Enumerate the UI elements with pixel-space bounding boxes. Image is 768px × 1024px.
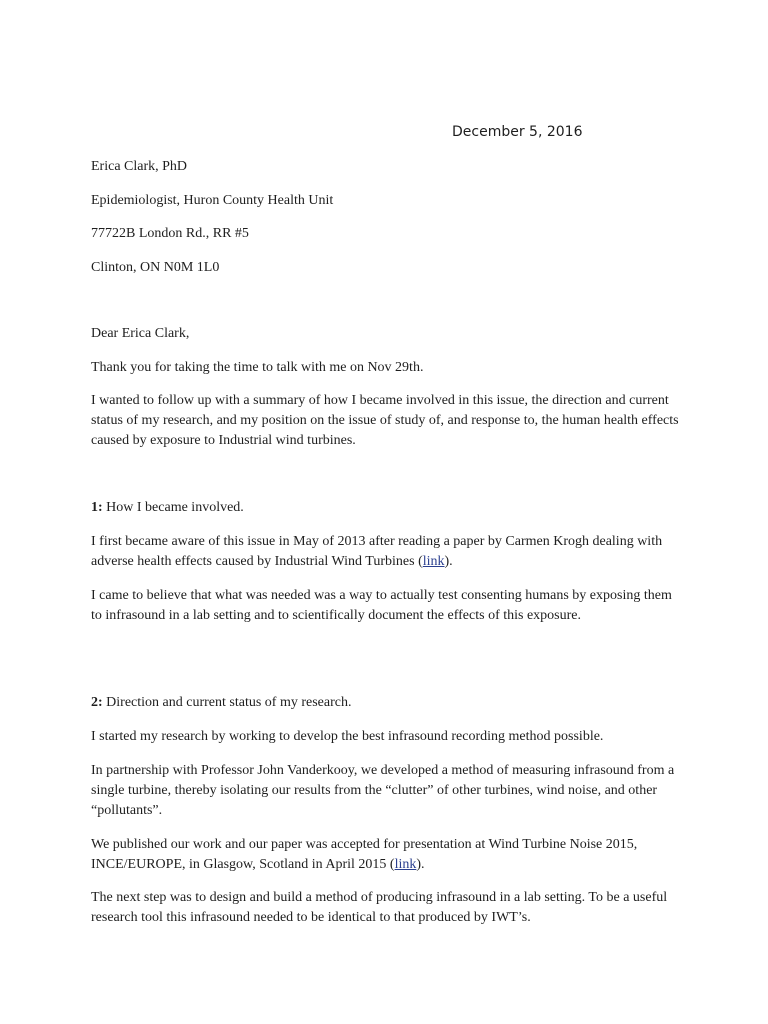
paragraph-next-step: The next step was to design and build a method of producing infrasound in a lab setting. To be a useful research tool this infrasound needed to be identical to that produced by IWT’s. [91, 890, 668, 925]
section-2-title: Direction and current status of my research. [102, 695, 352, 710]
paragraph-publication [91, 835, 681, 875]
section-1-heading [91, 498, 681, 518]
salutation: Dear Erica Clark, [91, 326, 190, 341]
section-2-heading [91, 693, 681, 713]
paragraph-awareness [91, 532, 681, 572]
recipient-street: 77722B London Rd., RR #5 [91, 226, 249, 241]
section-1-number: 1: [91, 500, 103, 515]
recipient-city: Clinton, ON N0M 1L0 [91, 260, 220, 275]
paragraph-recording: I started my research by working to develop the best infrasound recording method possible. [91, 729, 604, 744]
paragraph-partnership: In partnership with Professor John Vanderkooy, we developed a method of measuring infrasound from a single turbine, thereby isolating our results from the “clutter” of other turbines, wind noise, and other “pollutants”. [91, 763, 675, 818]
paragraph-belief: I came to believe that what was needed was a way to actually test consenting humans by exposing them to infrasound in a lab setting and to scientifically document the effects of this exposure. [91, 588, 672, 623]
paragraph-publication-text: We published our work and our paper was accepted for presentation at Wind Turbine Noise 2015, INCE/EUROPE, in Glasgow, Scotland in April 2015 ( [91, 837, 638, 872]
krogh-paper-link[interactable]: link [422, 554, 445, 569]
recipient-title: Epidemiologist, Huron County Health Unit [91, 193, 334, 208]
glasgow-paper-link[interactable]: link [394, 857, 417, 872]
paragraph-awareness-text: I first became aware of this issue in May of 2013 after reading a paper by Carmen Krogh dealing with adverse health effects caused by Industrial Wind Turbines ( [91, 534, 663, 569]
section-1-title: How I became involved. [102, 500, 244, 515]
paragraph-intro: I wanted to follow up with a summary of how I became involved in this issue, the direction and current status of my research, and my position on the issue of study of, and response to, the human health effects caused by exposure to Industrial wind turbines. [91, 393, 679, 448]
paragraph-awareness-end: ). [444, 554, 453, 569]
paragraph-thanks: Thank you for taking the time to talk with me on Nov 29th. [91, 360, 424, 375]
section-2-number: 2: [91, 695, 103, 710]
recipient-name: Erica Clark, PhD [91, 159, 188, 174]
letter-date: December 5, 2016 [452, 124, 583, 140]
paragraph-publication-end: ). [416, 857, 425, 872]
